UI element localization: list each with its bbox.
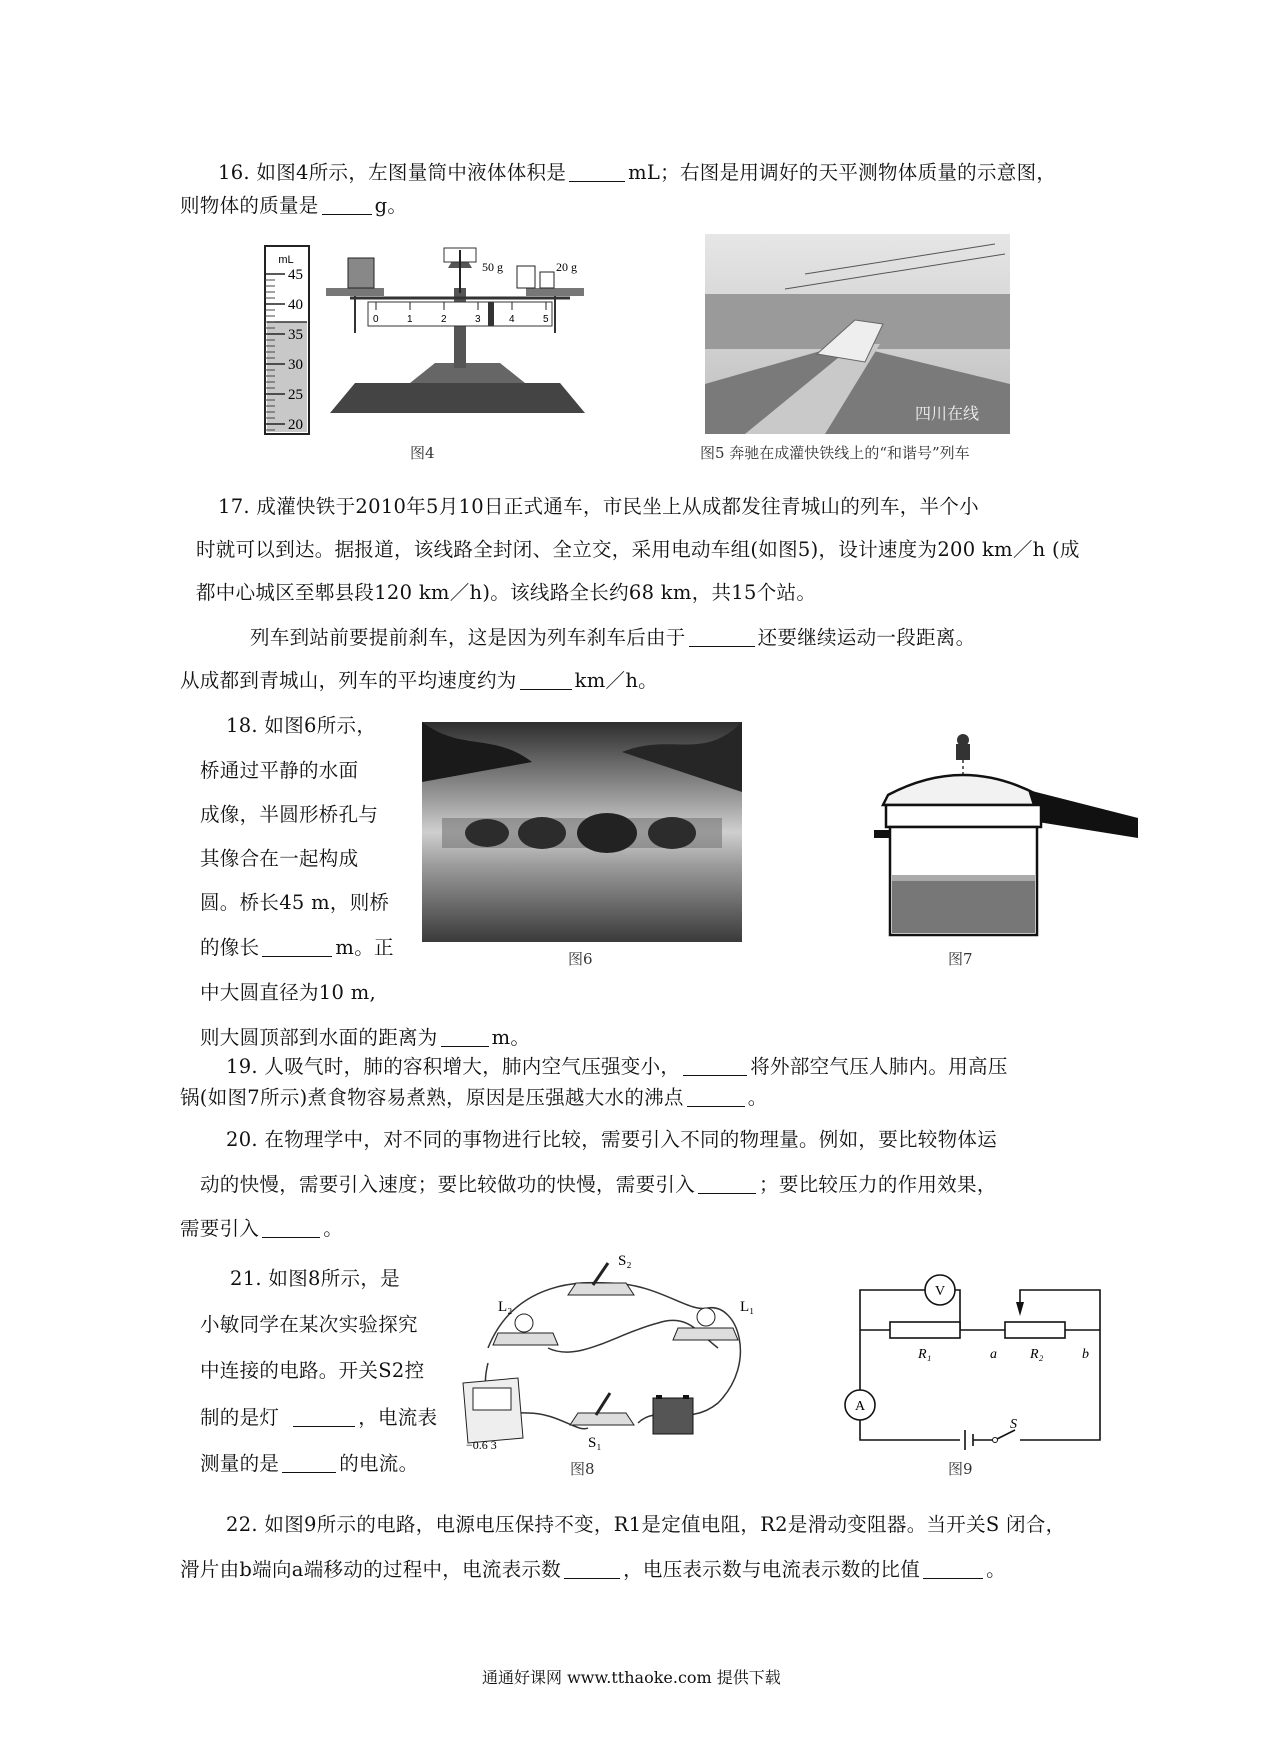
figure-6-caption: 图6 bbox=[568, 950, 593, 968]
q17-text: 从成都到青城山，列车的平均速度约为 bbox=[180, 669, 517, 692]
q22-text: 滑片由b端向a端移动的过程中，电流表示数 bbox=[180, 1558, 562, 1581]
beam-scale-label: 0 bbox=[373, 314, 379, 325]
label-s: S bbox=[1010, 1417, 1017, 1432]
q18-text: 的像长 bbox=[200, 936, 260, 959]
q20-text: 。 bbox=[323, 1217, 344, 1240]
cylinder-tick-label: 30 bbox=[288, 357, 303, 373]
answer-blank[interactable] bbox=[687, 1088, 745, 1107]
balance bbox=[326, 248, 585, 413]
figure-7-pressure-cooker bbox=[868, 730, 1148, 940]
q21-line1: 21. 如图8所示，是 bbox=[230, 1267, 400, 1290]
q20-line3 bbox=[180, 1216, 343, 1242]
answer-blank[interactable] bbox=[520, 671, 572, 690]
q22-line2 bbox=[180, 1557, 1006, 1583]
q21-text: 的电流。 bbox=[339, 1452, 419, 1475]
q16-line2 bbox=[180, 193, 407, 219]
answer-blank[interactable] bbox=[293, 1408, 355, 1427]
q21-line3: 中连接的电路。开关S2控 bbox=[200, 1359, 425, 1382]
q19-text: 。 bbox=[747, 1086, 768, 1109]
beam-scale-label: 1 bbox=[407, 314, 413, 325]
cylinder-tick-label: 40 bbox=[288, 297, 303, 313]
beam-scale-label: 5 bbox=[543, 314, 549, 325]
figure-6-photo bbox=[422, 722, 742, 942]
page-footer: 通通好课网 www.tthaoke.com 提供下载 bbox=[482, 1668, 781, 1687]
photo-watermark: 四川在线 bbox=[915, 404, 980, 423]
q18-line1: 18. 如图6所示， bbox=[226, 714, 377, 737]
answer-blank[interactable] bbox=[322, 196, 372, 215]
figure-7-caption: 图7 bbox=[948, 950, 973, 968]
q21-text: 测量的是 bbox=[200, 1452, 280, 1475]
answer-blank[interactable] bbox=[282, 1454, 336, 1473]
beam-scale-label: 4 bbox=[509, 314, 515, 325]
label-ammeter: A bbox=[854, 1399, 866, 1414]
q21-line2: 小敏同学在某次实验探究 bbox=[200, 1313, 418, 1336]
lamp-l1 bbox=[673, 1299, 754, 1340]
q19-line1 bbox=[226, 1054, 1008, 1080]
q18-line6 bbox=[200, 935, 394, 961]
q20-line2 bbox=[200, 1172, 997, 1198]
q20-line1: 20. 在物理学中，对不同的事物进行比较，需要引入不同的物理量。例如，要比较物体运 bbox=[226, 1128, 998, 1151]
answer-blank[interactable] bbox=[262, 1219, 320, 1238]
answer-blank[interactable] bbox=[569, 163, 625, 182]
ammeter bbox=[463, 1378, 523, 1452]
figure-4-caption: 图4 bbox=[410, 444, 435, 462]
figure-5-caption: 图5 奔驰在成灌快铁线上的“和谐号”列车 bbox=[700, 444, 970, 462]
weight-label-50g: 50 g bbox=[482, 260, 503, 274]
q18-text: m。正 bbox=[335, 936, 394, 959]
q18-line4: 其像合在一起构成 bbox=[200, 847, 359, 870]
cylinder-tick-label: 20 bbox=[288, 417, 303, 433]
q18-text: 则大圆顶部到水面的距离为 bbox=[200, 1026, 438, 1049]
q16-text: mL；右图是用调好的天平测物体质量的示意图， bbox=[628, 161, 1057, 184]
q16-text: g。 bbox=[374, 194, 408, 217]
figure-9-caption: 图9 bbox=[948, 1460, 973, 1478]
beam-scale-label: 2 bbox=[441, 314, 447, 325]
measured-object bbox=[348, 258, 374, 288]
label-l1: L₁ bbox=[740, 1299, 755, 1315]
weight-20g bbox=[540, 272, 554, 288]
q19-line2 bbox=[180, 1085, 768, 1111]
battery bbox=[653, 1395, 693, 1434]
q18-line7: 中大圆直径为10 m, bbox=[200, 981, 377, 1004]
q20-text: ；要比较压力的作用效果， bbox=[759, 1173, 997, 1196]
q17-text: 列车到站前要提前刹车，这是因为列车刹车后由于 bbox=[250, 626, 686, 649]
answer-blank[interactable] bbox=[683, 1057, 747, 1076]
answer-blank[interactable] bbox=[689, 628, 755, 647]
weight-label-20g: 20 g bbox=[556, 260, 577, 274]
q22-line1: 22. 如图9所示的电路，电源电压保持不变，R1是定值电阻，R2是滑动变阻器。当开关S 闭合， bbox=[226, 1513, 1066, 1536]
label-s1: S₁ bbox=[588, 1435, 602, 1451]
q17-line3: 都中心城区至郫县段120 km／h)。该线路全长约68 km，共15个站。 bbox=[196, 581, 817, 604]
answer-blank[interactable] bbox=[923, 1560, 983, 1579]
label-ammeter-terminals: −0.6 3 bbox=[466, 1438, 497, 1452]
answer-blank[interactable] bbox=[262, 938, 332, 957]
q20-text: 动的快慢，需要引入速度；要比较做功的快慢，需要引入 bbox=[200, 1173, 696, 1196]
figure-8-caption: 图8 bbox=[570, 1460, 595, 1478]
q18-line2: 桥通过平静的水面 bbox=[200, 759, 359, 782]
q17-line1: 17. 成灌快铁于2010年5月10日正式通车，市民坐上从成都发往青城山的列车，半个小 bbox=[218, 495, 979, 518]
figure-4 bbox=[230, 238, 690, 438]
q22-text: ，电压表示数与电流表示数的比值 bbox=[623, 1558, 921, 1581]
q19-text: 将外部空气压人肺内。用高压 bbox=[750, 1055, 1008, 1078]
q18-text: m。 bbox=[491, 1026, 531, 1049]
switch-s1 bbox=[570, 1393, 634, 1451]
q22-text: 。 bbox=[986, 1558, 1006, 1581]
answer-blank[interactable] bbox=[441, 1028, 489, 1047]
label-r2: R₂ bbox=[1030, 1347, 1044, 1362]
label-a-end: a bbox=[990, 1347, 997, 1362]
q16-text: 则物体的质量是 bbox=[180, 194, 319, 217]
q20-text: 需要引入 bbox=[180, 1217, 260, 1240]
figure-9-schematic bbox=[820, 1270, 1120, 1450]
q21-line5 bbox=[200, 1451, 418, 1477]
label-r1: R₁ bbox=[918, 1347, 932, 1362]
q17-line4 bbox=[250, 625, 975, 651]
label-s2: S₂ bbox=[618, 1253, 632, 1269]
q18-line3: 成像，半圆形桥孔与 bbox=[200, 803, 379, 826]
answer-blank[interactable] bbox=[698, 1175, 756, 1194]
q17-text: 还要继续运动一段距离。 bbox=[757, 626, 976, 649]
resistor-r1 bbox=[890, 1322, 960, 1338]
figure-8-circuit bbox=[458, 1253, 778, 1453]
figure-5-photo bbox=[705, 234, 1010, 434]
label-b-end: b bbox=[1082, 1347, 1089, 1362]
q17-line5 bbox=[180, 668, 658, 694]
answer-blank[interactable] bbox=[564, 1560, 620, 1579]
rheostat-r2 bbox=[1005, 1322, 1065, 1338]
q18-line5: 圆。桥长45 m，则桥 bbox=[200, 891, 390, 914]
cylinder-tick-label: 35 bbox=[288, 327, 303, 343]
q16-text: 16. 如图4所示，左图量筒中液体体积是 bbox=[218, 161, 567, 184]
switch-s2 bbox=[568, 1253, 634, 1295]
q17-line2: 时就可以到达。据报道，该线路全封闭、全立交，采用电动车组(如图5)，设计速度为200 km／h (成 bbox=[196, 538, 1080, 561]
q19-text: 19. 人吸气时，肺的容积增大，肺内空气压强变小， bbox=[226, 1055, 681, 1078]
cylinder-unit: mL bbox=[278, 254, 294, 266]
beam-scale-label: 3 bbox=[475, 314, 481, 325]
q18-line8 bbox=[200, 1025, 530, 1051]
q19-text: 锅(如图7所示)煮食物容易煮熟，原因是压强越大水的沸点 bbox=[180, 1086, 684, 1109]
weight-50g bbox=[517, 266, 535, 288]
q17-text: km／h。 bbox=[574, 669, 658, 692]
label-l2: L₂ bbox=[498, 1299, 513, 1315]
q21-text: ，电流表 bbox=[358, 1406, 438, 1429]
cylinder-tick-label: 25 bbox=[288, 387, 303, 403]
cylinder-tick-label: 45 bbox=[288, 267, 303, 283]
graduated-cylinder bbox=[265, 246, 309, 434]
label-voltmeter: V bbox=[934, 1284, 946, 1299]
q21-line4 bbox=[200, 1405, 437, 1431]
q16-line1 bbox=[218, 160, 1056, 186]
q21-text: 制的是灯 bbox=[200, 1406, 280, 1429]
